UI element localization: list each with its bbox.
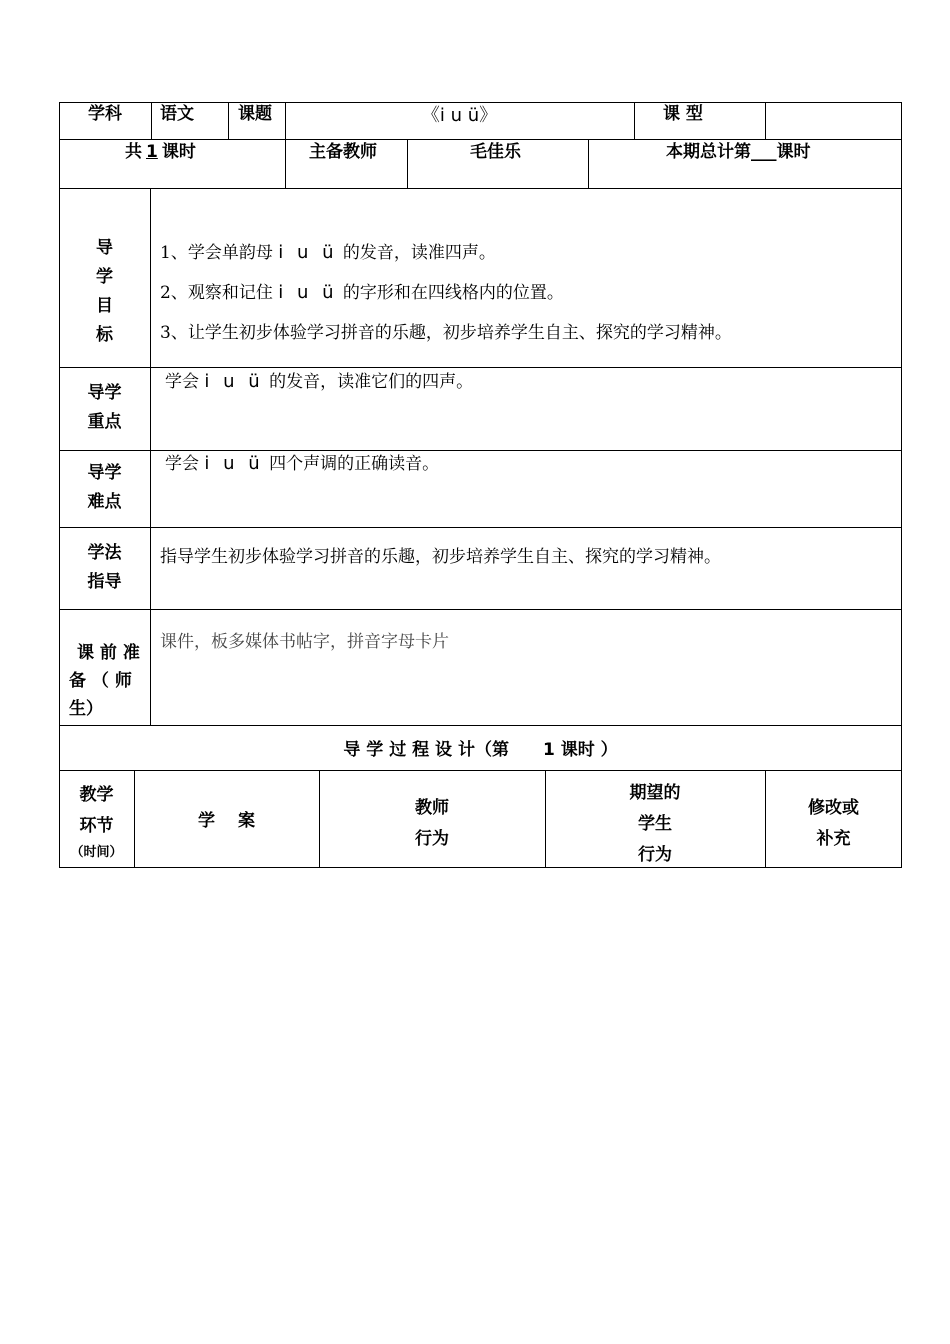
method-text: 指导学生初步体验学习拼音的乐趣，初步培养学生自主、探究的学习精神。 <box>160 547 721 567</box>
difficulties-text: 学会 i u ü 四个声调的正确读音。 <box>165 453 440 474</box>
col-teacher: 教师 行为 <box>415 798 449 849</box>
key-points-label: 导学 重点 <box>87 383 122 432</box>
key-points-text: 学会 i u ü 的发音，读准它们的四声。 <box>165 371 474 392</box>
col-plan: 学 案 <box>198 811 255 831</box>
topic-label: 课题 <box>238 104 272 124</box>
goal-item: 2、观察和记住 i u ü 的字形和在四线格内的位置。 <box>160 282 564 303</box>
row-divider <box>59 188 902 189</box>
row-divider <box>59 725 902 726</box>
col-divider <box>407 139 408 188</box>
hours-suffix: 课时 <box>161 142 196 162</box>
method-label: 学法 指导 <box>87 543 122 592</box>
prep-label: 课 前 准 备 （ 师 生） <box>69 643 140 719</box>
topic-value: 《i u ü》 <box>421 105 498 126</box>
term-total: 本期总计第___课时 <box>666 142 811 162</box>
col-divider <box>285 139 286 188</box>
goal-item: 1、学会单韵母 i u ü 的发音，读准四声。 <box>160 242 496 263</box>
col-divider <box>151 102 152 139</box>
goals-label: 导 学 目 标 <box>96 238 113 345</box>
prep-text: 课件，板多媒体书帖字，拼音字母卡片 <box>160 632 449 652</box>
row-divider <box>59 139 902 140</box>
row-divider <box>59 367 902 368</box>
hours-value: 1 <box>146 142 158 162</box>
col-divider <box>588 139 589 188</box>
col-student: 期望的 学生 行为 <box>629 783 681 865</box>
col-divider <box>150 188 151 725</box>
row-divider <box>59 770 902 771</box>
row-divider <box>59 450 902 451</box>
process-title: 导 学 过 程 设 计（第 1 课时 ） <box>343 740 618 760</box>
teacher-label: 主备教师 <box>309 142 377 162</box>
hours-prefix: 共 <box>125 142 142 162</box>
row-divider <box>59 527 902 528</box>
subject-label: 学科 <box>88 104 122 124</box>
row-divider <box>59 609 902 610</box>
teacher-value: 毛佳乐 <box>470 142 521 162</box>
col-stage: 教学 环节 （时间） <box>70 785 123 860</box>
hours-cell <box>125 142 196 162</box>
subject-value: 语文 <box>160 104 194 124</box>
difficulties-label: 导学 难点 <box>87 463 122 512</box>
col-divider <box>228 102 229 139</box>
goal-item: 3、让学生初步体验学习拼音的乐趣，初步培养学生自主、探究的学习精神。 <box>160 323 732 343</box>
col-divider <box>634 102 635 139</box>
col-divider <box>765 102 766 139</box>
type-label: 课 型 <box>663 104 703 124</box>
col-revise: 修改或 补充 <box>808 798 859 849</box>
